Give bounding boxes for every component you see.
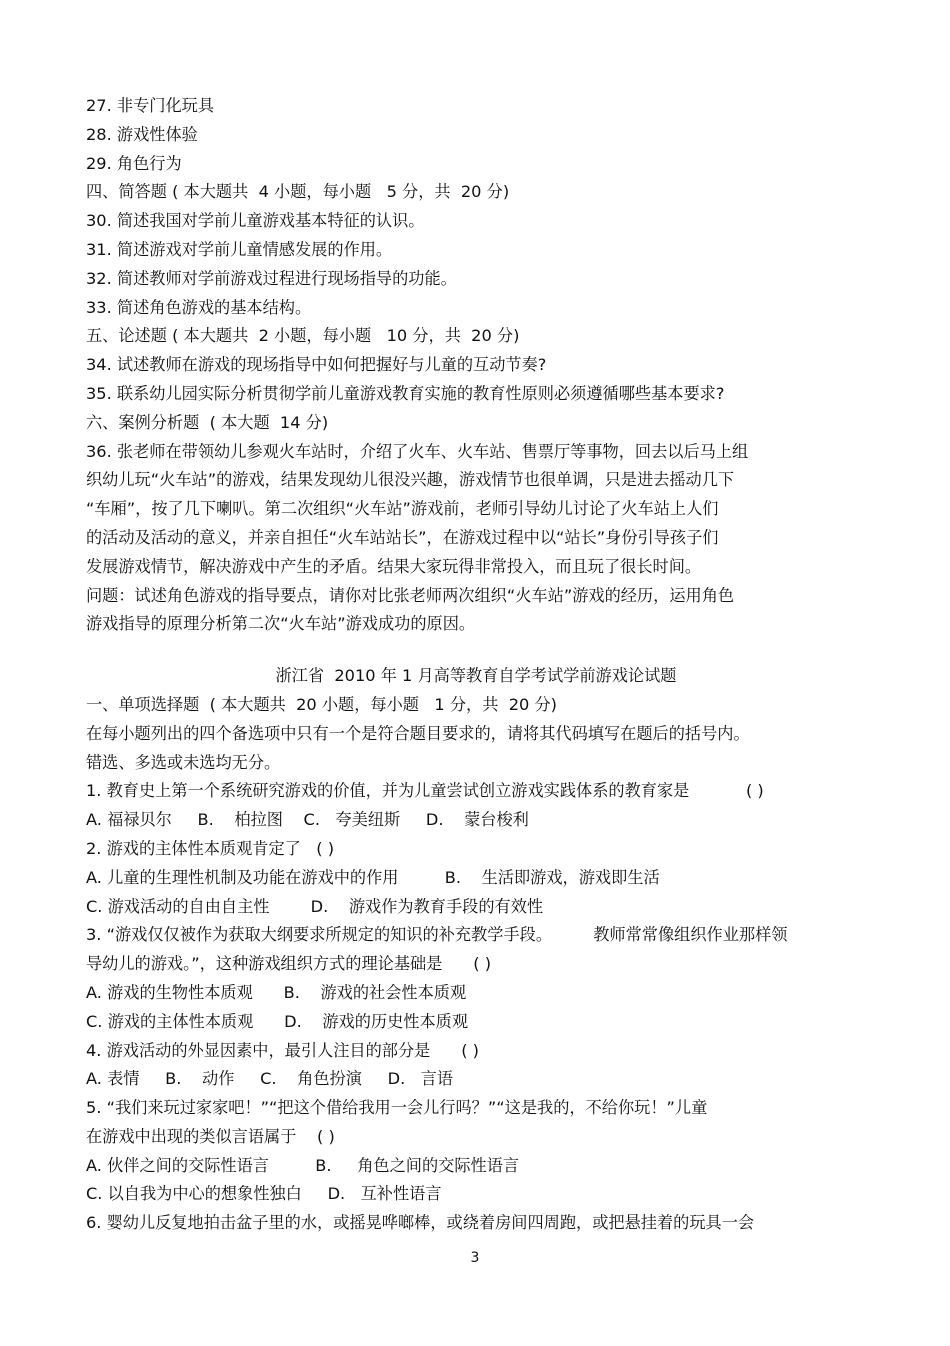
options-line: A. 表情 B. 动作 C. 角色扮演 D. 言语 <box>86 1069 454 1089</box>
options-line: A. 儿童的生理性机制及功能在游戏中的作用 B. 生活即游戏，游戏即生活 <box>86 867 660 887</box>
question-line: 1. 教育史上第一个系统研究游戏的价值，并为儿童尝试创立游戏实践体系的教育家是 ( ) <box>86 781 764 801</box>
section-heading: 四、简答题 ( 本大题共 4 小题，每小题 5 分，共 20 分) <box>86 182 510 202</box>
text-line: 29. 角色行为 <box>86 153 182 173</box>
text-line: 在每小题列出的四个备选项中只有一个是符合题目要求的，请将其代码填写在题后的括号内。 <box>86 723 750 743</box>
question-line: 4. 游戏活动的外显因素中，最引人注目的部分是 ( ) <box>86 1040 479 1060</box>
section-heading: 五、论述题 ( 本大题共 2 小题，每小题 10 分，共 20 分) <box>86 326 520 346</box>
question-line: 导幼儿的游戏。”，这种游戏组织方式的理论基础是 ( ) <box>86 954 492 974</box>
text-body <box>86 92 886 1238</box>
text-line: 游戏指导的原理分析第二次“火车站”游戏成功的原因。 <box>86 614 476 634</box>
text-line: 33. 简述角色游戏的基本结构。 <box>86 297 312 317</box>
question-line: 3. “游戏仅仅被作为获取大纲要求所规定的知识的补充教学手段。 教师常常像组织作业那样领 <box>86 925 788 945</box>
options-line: A. 福禄贝尔 B. 柏拉图 C. 夸美纽斯 D. 蒙台梭利 <box>86 810 529 830</box>
text-line: 30. 简述我国对学前儿童游戏基本特征的认识。 <box>86 211 425 231</box>
page-number: 3 <box>470 1250 480 1266</box>
text-line: 36. 张老师在带领幼儿参观火车站时，介绍了火车、火车站、售票厅等事物，回去以后马上组 <box>86 441 749 461</box>
text-line: 28. 游戏性体验 <box>86 124 198 144</box>
section-heading: 六、案例分析题 ( 本大题 14 分) <box>86 412 329 432</box>
text-line: 发展游戏情节，解决游戏中产生的矛盾。结果大家玩得非常投入，而且玩了很长时间。 <box>86 556 702 576</box>
text-line: “车厢”，按了几下喇叭。第二次组织“火车站”游戏前，老师引导幼儿讨论了火车站上人们 <box>86 499 719 519</box>
text-line: 错选、多选或未选均无分。 <box>86 752 281 772</box>
text-line: 27. 非专门化玩具 <box>86 96 215 115</box>
text-line: 的活动及活动的意义，并亲自担任“火车站站长”，在游戏过程中以“站长”身份引导孩子们 <box>86 527 719 547</box>
question-line: 在游戏中出现的类似言语属于 ( ) <box>86 1126 335 1146</box>
text-line: 织幼儿玩“火车站”的游戏，结果发现幼儿很没兴趣，游戏情节也很单调，只是进去摇动几下 <box>86 470 735 490</box>
question-line: 6. 婴幼儿反复地拍击盆子里的水，或摇晃哗啷棒，或绕着房间四周跑，或把悬挂着的玩具一会 <box>86 1213 755 1233</box>
text-line: 34. 试述教师在游戏的现场指导中如何把握好与儿童的互动节奏? <box>86 355 547 375</box>
text-line: 31. 简述游戏对学前儿童情感发展的作用。 <box>86 239 393 259</box>
question-line: 2. 游戏的主体性本质观肯定了 ( ) <box>86 838 335 858</box>
text-line: 35. 联系幼儿园实际分析贯彻学前儿童游戏教育实施的教育性原则必须遵循哪些基本要求? <box>86 383 725 403</box>
spacer <box>86 639 886 662</box>
options-line: A. 游戏的生物性本质观 B. 游戏的社会性本质观 <box>86 982 467 1002</box>
options-line: A. 伙伴之间的交际性语言 B. 角色之间的交际性语言 <box>86 1155 520 1175</box>
question-line: 5. “我们来玩过家家吧！”“把这个借给我用一会儿行吗？”“这是我的，不给你玩！”儿童 <box>86 1098 708 1118</box>
section-heading: 一、单项选择题 ( 本大题共 20 小题，每小题 1 分，共 20 分) <box>86 694 557 714</box>
options-line: C. 游戏活动的自由自主性 D. 游戏作为教育手段的有效性 <box>86 896 544 916</box>
text-line: 问题：试述角色游戏的指导要点，请你对比张老师两次组织“火车站”游戏的经历，运用角色 <box>86 585 735 605</box>
exam-title: 浙江省 2010 年 1 月高等教育自学考试学前游戏论试题 <box>275 666 677 686</box>
options-line: C. 以自我为中心的想象性独白 D. 互补性语言 <box>86 1184 442 1204</box>
options-line: C. 游戏的主体性本质观 D. 游戏的历史性本质观 <box>86 1011 469 1031</box>
text-line: 32. 简述教师对学前游戏过程进行现场指导的功能。 <box>86 268 457 288</box>
